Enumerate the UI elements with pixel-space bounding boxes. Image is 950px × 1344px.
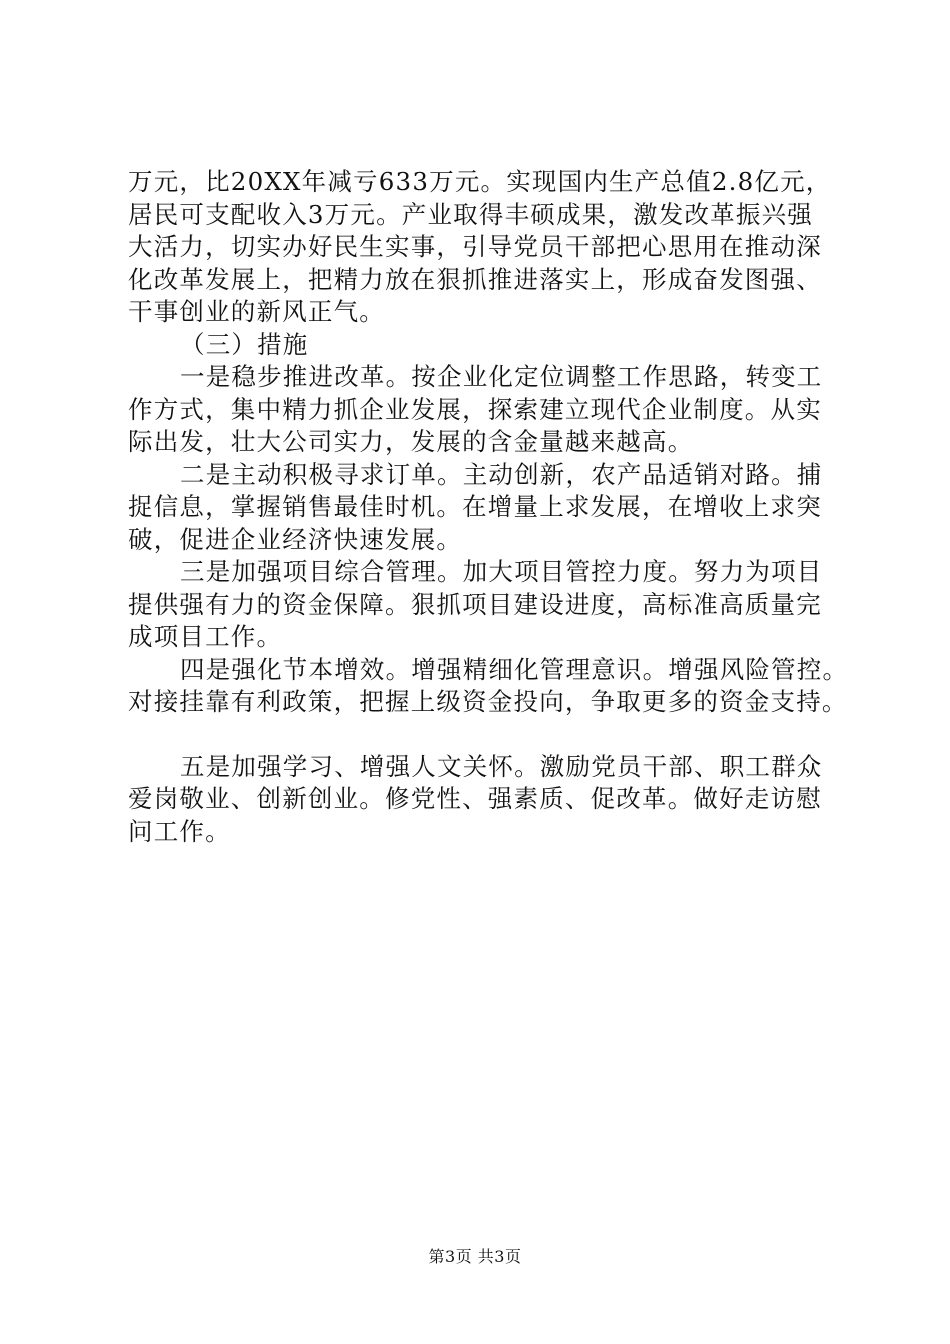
paragraph-gap [128,719,830,751]
text-line: 破，促进企业经济快速发展。 [128,524,463,554]
text-line: 成项目工作。 [128,622,283,651]
text-line: 化改革发展上，把精力放在狠抓推进落实上，形成奋发图强、 [128,264,822,294]
text-line: 际出发，壮大公司实力，发展的含金量越来越高。 [128,427,694,456]
text-line: 提供强有力的资金保障。狠抓项目建设进度，高标准高质量完 [128,589,822,619]
text-line: 对接挂靠有利政策，把握上级资金投向，争取更多的资金支持。 [128,687,848,716]
paragraph-start: 四是强化节本增效。增强精细化管理意识。增强风险管控。 [180,654,849,684]
text-line: 大活力，切实办好民生实事，引导党员干部把心思用在推动深 [128,232,822,261]
document-body [128,166,849,848]
text-line: 问工作。 [128,816,231,846]
paragraph-start: 二是主动积极寻求订单。主动创新，农产品适销对路。捕 [180,459,823,489]
text-line: 作方式，集中精力抓企业发展，探索建立现代企业制度。从实 [128,394,822,424]
text-line: 居民可支配收入3万元。产业取得丰硕成果，激发改革振兴强 [128,199,813,229]
text-line: 捉信息，掌握销售最佳时机。在增量上求发展，在增收上求突 [128,492,822,521]
page-number-footer: 第3页 共3页 [428,1247,522,1266]
paragraph-start: 五是加强学习、增强人文关怀。激励党员干部、职工群众 [180,751,823,781]
paragraph-start: 一是稳步推进改革。按企业化定位调整工作思路，转变工 [180,362,823,391]
paragraph-start: 三是加强项目综合管理。加大项目管控力度。努力为项目 [180,557,823,586]
text-line: 万元，比20XX年减亏633万元。实现国内生产总值2.8亿元， [128,167,832,196]
section-heading: （三）措施 [180,329,309,359]
text-line: 干事创业的新风正气。 [128,297,385,326]
text-line: 爱岗敬业、创新创业。修党性、强素质、促改革。做好走访慰 [128,784,822,813]
